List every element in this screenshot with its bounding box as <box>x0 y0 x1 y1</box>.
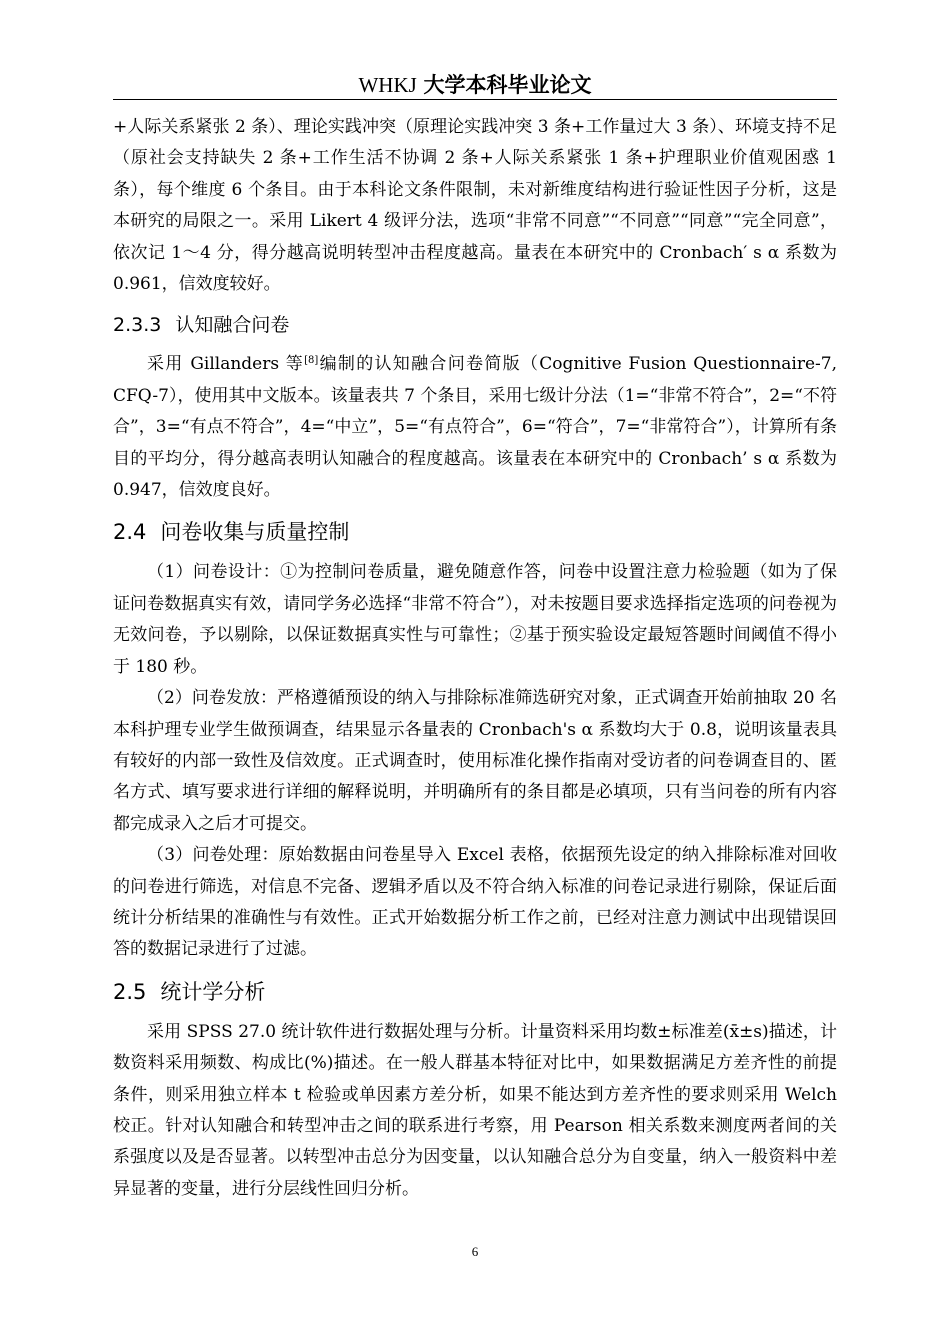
section-number: 2.3.3 <box>113 314 162 337</box>
section-number: 2.4 <box>113 520 147 545</box>
header-institution: WHKJ <box>358 73 417 97</box>
page-header <box>113 70 837 100</box>
section-heading-2-4 <box>113 519 837 545</box>
paragraph-questionnaire-design: （1）问卷设计：①为控制问卷质量，避免随意作答，问卷中设置注意力检验题（如为了保证问卷数据真实有效，请同学务必选择“非常不符合”），对未按题目要求选择指定选项的问卷视为无效问卷，予以剔除，以保证数据真实性与可靠性；②基于预实验设定最短答题时间阈值不得小于 180 秒。 <box>113 562 837 677</box>
page-body <box>113 112 837 1205</box>
paragraph-questionnaire-processing: （3）问卷处理：原始数据由问卷星导入 Excel 表格，依据预先设定的纳入排除标准对回收的问卷进行筛选，对信息不完备、逻辑矛盾以及不符合纳入标准的问卷记录进行剔除，保证后面统计分析结果的准确性与有效性。正式开始数据分析工作之前，已经对注意力测试中出现错误回答的数据记录进行了过滤。 <box>113 845 837 960</box>
header-rule <box>113 99 837 100</box>
paragraph-cfq <box>113 349 837 506</box>
section-number: 2.5 <box>113 979 147 1004</box>
paragraph-statistical-analysis: 采用 SPSS 27.0 统计软件进行数据处理与分析。计量资料采用均数±标准差(x̄±s)描述，计数资料采用频数、构成比(%)描述。在一般人群基本特征对比中，如果数据满足方差齐性的前提条件，则采用独立样本 t 检验或单因素方差分析，如果不能达到方差齐性的要求则采用 Welch 校正。针对认知融合和转型冲击之间的联系进行考察，用 Pearson 相关系数来测度两者间的关系强度以及是否显著。以转型冲击总分为因变量，以认知融合总分为自变量，纳入一般资料中差异显著的变量，进行分层线性回归分析。 <box>113 1021 837 1199</box>
page-number: 6 <box>471 1244 479 1259</box>
section-title: 认知融合问卷 <box>175 314 290 337</box>
citation-ref: [8] <box>304 355 319 367</box>
paragraph-text: 编制的认知融合问卷简版（Cognitive Fusion Questionnaire-7, CFQ-7），使用其中文版本。该量表共 7 个条目，采用七级计分法（1=“非常不符合”，2=“不符合”，3=“有点不符合”，4=“中立”，5=“有点符合”，6=“符合”，7=“非常符合”），计算所有条目的平均分，得分越高表明认知融合的程度越高。该量表在本研究中的 Cronbach’ s α 系数为 0.947，信效度良好。 <box>113 354 837 501</box>
section-title: 问卷收集与质量控制 <box>160 520 350 545</box>
section-title: 统计学分析 <box>160 979 266 1004</box>
paragraph-questionnaire-distribution: （2）问卷发放：严格遵循预设的纳入与排除标准筛选研究对象，正式调查开始前抽取 20 名本科护理专业学生做预调查，结果显示各量表的 Cronbach's α 系数均大于 0.8，说明该量表具有较好的内部一致性及信效度。正式调查时，使用标准化操作指南对受访者的问卷调查目的、匿名方式、填写要求进行详细的解释说明，并明确所有的条目都是必填项，只有当问卷的所有内容都完成录入之后才可提交。 <box>113 688 837 834</box>
paragraph-scale-description: +人际关系紧张 2 条）、理论实践冲突（原理论实践冲突 3 条+工作量过大 3 条）、环境支持不足（原社会支持缺失 2 条+工作生活不协调 2 条+人际关系紧张 1 条+护理职业价值观困惑 1 条），每个维度 6 个条目。由于本科论文条件限制，未对新维度结构进行验证性因子分析，这是本研究的局限之一。采用 Likert 4 级评分法，选项“非常不同意”“不同意”“同意”“完全同意”，依次记 1～4 分，得分越高说明转型冲击程度越高。量表在本研究中的 Cronbach′ s α 系数为 0.961，信效度较好。 <box>113 117 837 295</box>
header-title: 大学本科毕业论文 <box>423 73 592 97</box>
section-heading-2-5 <box>113 979 837 1005</box>
paragraph-text: 采用 Gillanders 等 <box>147 354 305 375</box>
section-heading-2-3-3 <box>113 313 837 337</box>
